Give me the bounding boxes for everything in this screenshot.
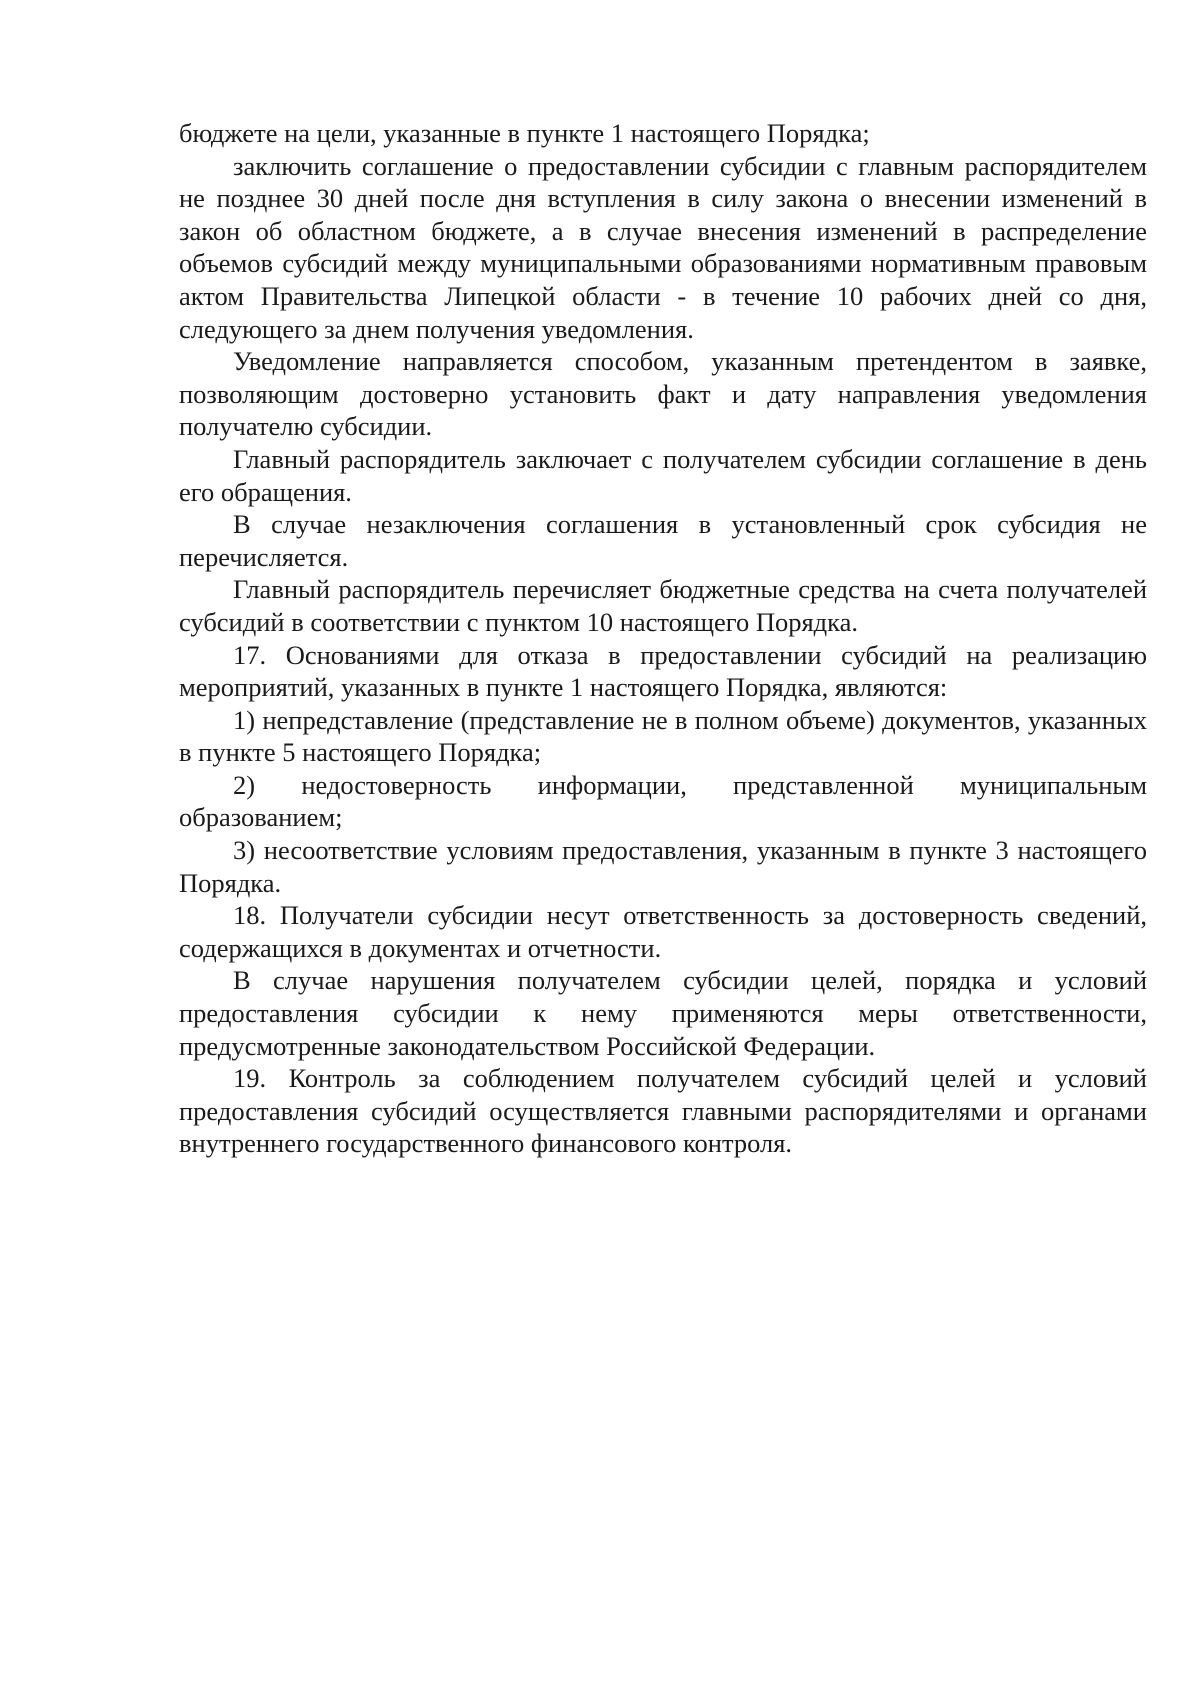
paragraph-item-17-2: 2) недостоверность информации, представленной муниципальным образованием; [179, 769, 1147, 833]
paragraph-item-19: 19. Контроль за соблюдением получателем субсидий целей и условий предоставления субсидий осуществляется главными распорядителями и органами внутреннего государственного финансового контроля. [179, 1063, 1147, 1159]
document-body [179, 117, 1147, 1160]
paragraph-notification-method: Уведомление направляется способом, указанным претендентом в заявке, позволяющим достоверно установить факт и дату направления уведомления получателю субсидии. [179, 346, 1147, 442]
paragraph-item-17: 17. Основаниями для отказа в предоставлении субсидий на реализацию мероприятий, указанных в пункте 1 настоящего Порядка, являются: [179, 639, 1147, 703]
paragraph-item-17-3: 3) несоответствие условиям предоставления, указанным в пункте 3 настоящего Порядка. [179, 835, 1147, 898]
paragraph-item-18: 18. Получатели субсидии несут ответственность за достоверность сведений, содержащихся в документах и отчетности. [179, 900, 1147, 963]
paragraph-item-17-1: 1) непредставление (представление не в полном объеме) документов, указанных в пункте 5 настоящего Порядка; [179, 704, 1147, 768]
paragraph-agreement-day: Главный распорядитель заключает с получателем субсидии соглашение в день его обращения. [179, 443, 1147, 507]
paragraph-violation-measures: В случае нарушения получателем субсидии целей, порядка и условий предоставления субсидии к нему применяются меры ответственности, предусмотренные законодательством Российской Федерации. [179, 965, 1147, 1061]
paragraph-transfer-funds: Главный распорядитель перечисляет бюджетные средства на счета получателей субсидий в соответствии с пунктом 10 настоящего Порядка. [179, 574, 1147, 637]
paragraph-no-agreement: В случае незаключения соглашения в установленный срок субсидия не перечисляется. [179, 509, 1147, 572]
paragraph-budget-goals: бюджете на цели, указанные в пункте 1 настоящего Порядка; [179, 118, 870, 148]
paragraph-conclude-agreement: заключить соглашение о предоставлении субсидии с главным распорядителем не позднее 30 дней после дня вступления в силу закона о внесении изменений в закон об областном бюджете, а в случае внесения изменений в распределение объемов субсидий между муниципальными образованиями нормативным правовым актом Правительства Липецкой области - в течение 10 рабочих дней со дня, следующего за днем получения уведомления. [179, 150, 1147, 344]
